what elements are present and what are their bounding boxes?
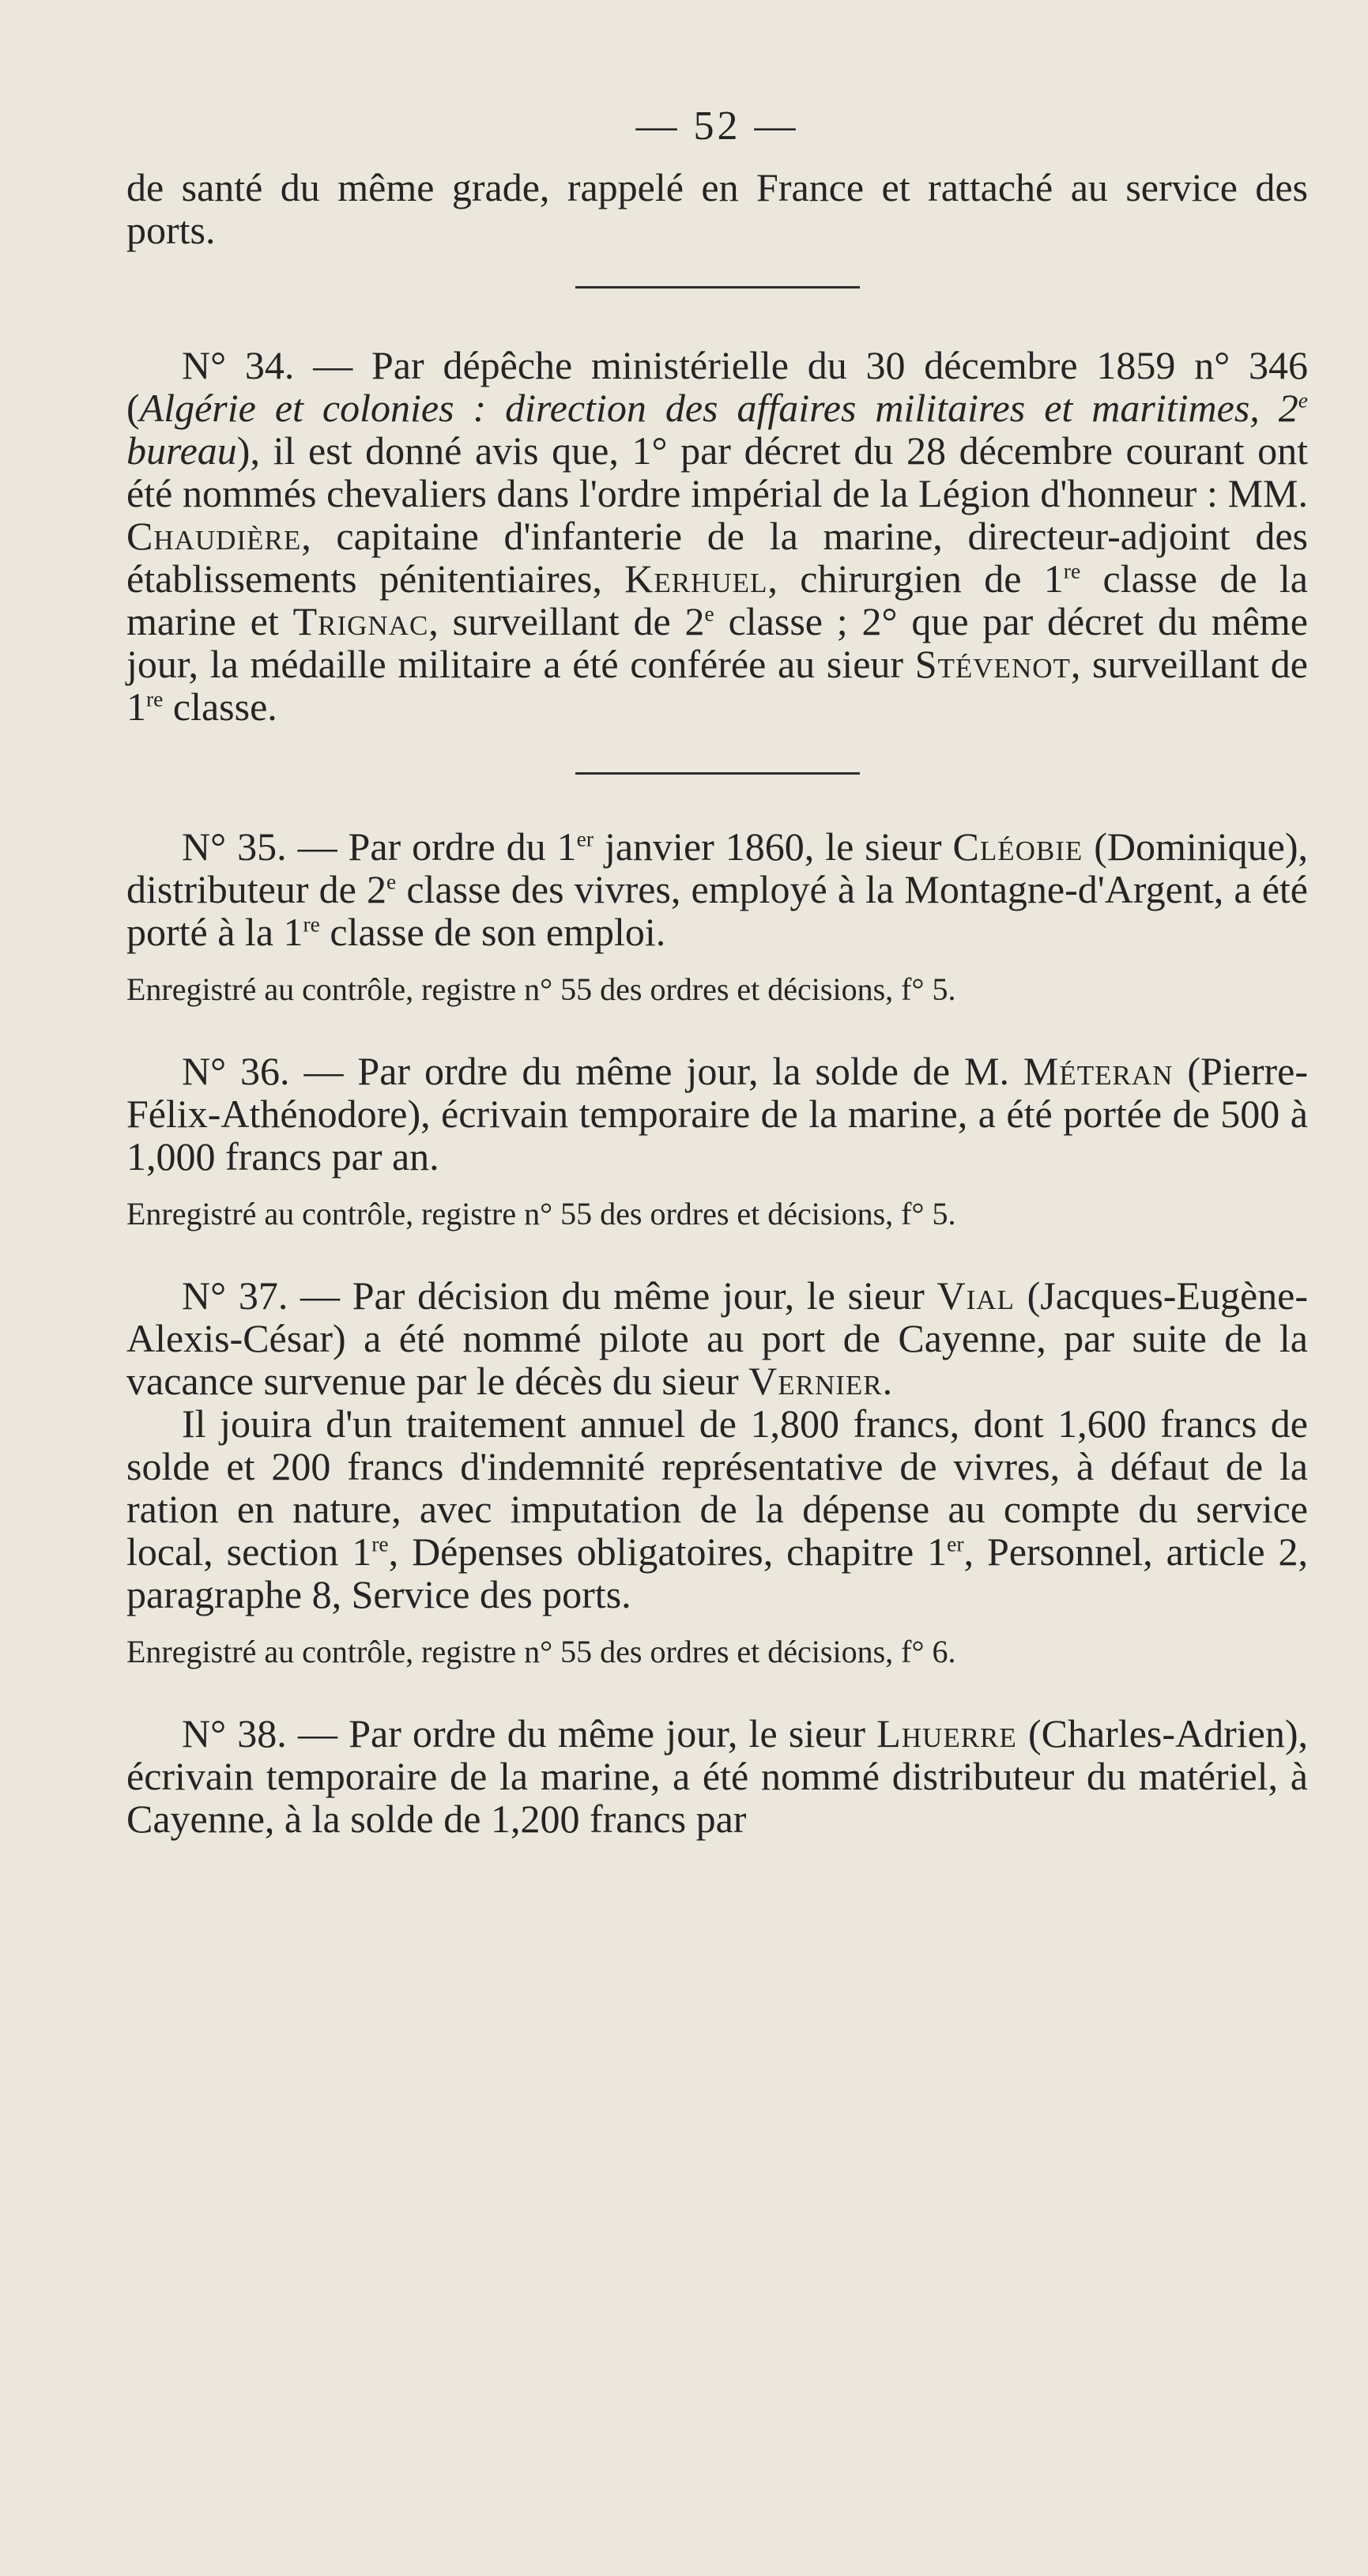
registration-note: Enregistré au contrôle, registre n° 55 des ordres et décisions, f° 6. <box>126 1634 956 1669</box>
entry-35-text: N° 35. — Par ordre du 1er janvier 1860, le sieur Cléobie (Dominique), distributeur de 2e classe des vivres, employé à la Montagne-d'Argent, a été porté à la 1re classe de son emploi. <box>126 824 1309 954</box>
entry-number: N° 37. <box>182 1273 288 1318</box>
entry-36 <box>126 1050 1308 1233</box>
entry-number: N° 38. <box>182 1711 287 1756</box>
carry-over-paragraph: de santé du même grade, rappelé en France et rattaché au service des ports. <box>126 165 1308 252</box>
entry-36-text: N° 36. — Par ordre du même jour, la solde de M. Méteran (Pierre-Félix-Athénodore), écrivain temporaire de la marine, a été portée de 500 à 1,000 francs par an. <box>126 1049 1309 1179</box>
person-name: Vernier <box>748 1359 883 1403</box>
entry-number: N° 36. <box>182 1049 290 1093</box>
person-name: Trignac <box>292 599 429 643</box>
registration-note: Enregistré au contrôle, registre n° 55 des ordres et décisions, f° 5. <box>126 971 956 1007</box>
entry-number: N° 34. <box>182 343 295 387</box>
text-column <box>126 103 1308 1840</box>
person-name: Stévenot <box>914 642 1071 686</box>
entry-number: N° 35. <box>182 824 287 869</box>
entry-35 <box>126 825 1308 1009</box>
person-name: Vial <box>936 1273 1015 1318</box>
page-number: — 52 — <box>635 104 799 149</box>
entry-38 <box>126 1712 1308 1840</box>
separator-rule <box>575 772 860 775</box>
person-name: Kerhuel <box>624 556 768 601</box>
person-name: Cléobie <box>952 824 1083 869</box>
person-name: Méteran <box>1023 1049 1174 1093</box>
person-name: Chaudière <box>126 514 302 558</box>
entry-34 <box>126 344 1308 728</box>
entry-38-text: N° 38. — Par ordre du même jour, le sieur Lhuerre (Charles-Adrien), écrivain temporaire de la marine, a été nommé distributeur du matériel, à Cayenne, à la solde de 1,200 francs par <box>126 1711 1308 1841</box>
registration-note: Enregistré au contrôle, registre n° 55 des ordres et décisions, f° 5. <box>126 1196 956 1231</box>
separator-rule <box>575 286 860 289</box>
entry-37-text: N° 37. — Par décision du même jour, le sieur Vial (Jacques-Eugène-Alexis-César) a été nommé pilote au port de Cayenne, par suite de la vacance survenue par le décès du sieur Vernier. <box>126 1273 1309 1403</box>
entry-37-text-continued: Il jouira d'un traitement annuel de 1,800 francs, dont 1,600 francs de solde et 200 francs d'indemnité représentative de vivres, à défaut de la ration en nature, avec imputation de la dépense au compte du service local, section 1re, Dépenses obligatoires, chapitre 1er, Personnel, article 2, paragraphe 8, Service des ports. <box>126 1401 1309 1616</box>
entry-34-text: N° 34. — Par dépêche ministérielle du 30 décembre 1859 n° 346 (Algérie et colonies : direction des affaires militaires et maritimes, 2e bureau), il est donné avis que, 1° par décret du 28 décembre courant ont été nommés chevaliers dans l'ordre impérial de la Légion d'honneur : MM. Chaudière, capitaine d'infanterie de la marine, directeur-adjoint des établissements pénitentiaires, Kerhuel, chirurgien de 1re classe de la marine et Trignac, surveillant de 2e classe ; 2° que par décret du même jour, la médaille militaire a été conférée au sieur Stévenot, surveillant de 1re classe. <box>126 343 1309 729</box>
entry-37 <box>126 1274 1308 1671</box>
person-name: Lhuerre <box>876 1711 1017 1756</box>
